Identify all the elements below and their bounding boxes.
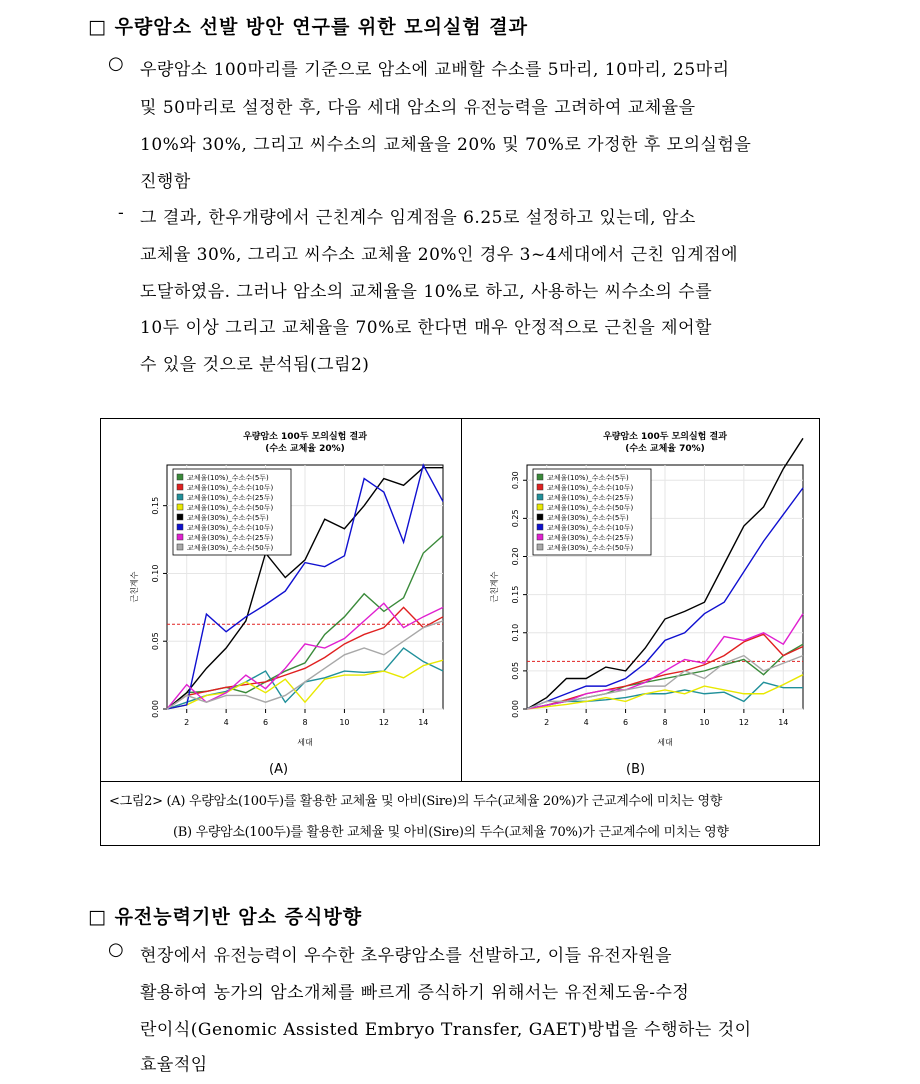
legend-swatch (537, 514, 543, 520)
paragraph-line: 및 50마리로 설정한 후, 다음 세대 암소의 유전능력을 고려하여 교체율을 (140, 98, 696, 118)
legend-entry: 교체율(10%)_수소수(5두) (187, 474, 269, 482)
x-tick-label: 12 (738, 718, 749, 727)
legend-entry: 교체율(10%)_수소수(10두) (547, 484, 634, 492)
chart-a (105, 423, 457, 773)
figure-divider (461, 419, 462, 781)
y-axis-label: 근친계수 (490, 571, 499, 603)
legend-swatch (177, 534, 183, 540)
x-tick-label: 2 (184, 718, 190, 727)
y-tick-label: 0.10 (511, 623, 520, 642)
figure-2 (100, 418, 820, 846)
x-tick-label: 14 (418, 718, 429, 727)
chart-subtitle: (수소 교체율 70%) (625, 444, 705, 454)
y-tick-label: 0.30 (511, 471, 520, 490)
legend-entry: 교체율(30%)_수소수(50두) (547, 544, 634, 552)
paragraph-line: 10두 이상 그리고 교체율을 70%로 한다면 매우 안정적으로 근친을 제어할 (140, 318, 712, 338)
legend-swatch (177, 484, 183, 490)
legend-swatch (177, 494, 183, 500)
x-tick-label: 6 (263, 718, 269, 727)
figure-divider (101, 781, 819, 782)
legend-swatch (537, 534, 543, 540)
legend-swatch (537, 504, 543, 510)
legend-entry: 교체율(30%)_수소수(50두) (187, 544, 274, 552)
x-tick-label: 10 (339, 718, 350, 727)
legend-entry: 교체율(30%)_수소수(5두) (187, 514, 269, 522)
x-tick-label: 6 (623, 718, 629, 727)
y-tick-label: 0.05 (151, 632, 160, 651)
bullet-marker: ○ (108, 53, 124, 74)
x-tick-label: 4 (223, 718, 229, 727)
figure-caption-line1: <그림2> (A) 우량암소(100두)를 활용한 교체율 및 아비(Sire)의 두수(교체율 20%)가 근교계수에 미치는 영향 (109, 794, 723, 809)
x-tick-label: 2 (544, 718, 550, 727)
x-tick-label: 14 (778, 718, 789, 727)
y-tick-label: 0.05 (511, 661, 520, 680)
legend-swatch (537, 474, 543, 480)
y-tick-label: 0.20 (511, 547, 520, 566)
legend-swatch (177, 544, 183, 550)
y-tick-label: 0.25 (511, 509, 520, 528)
paragraph-line: 란이식(Genomic Assisted Embryo Transfer, GAET)방법을 수행하는 것이 (140, 1020, 752, 1040)
paragraph-line: 그 결과, 한우개량에서 근친계수 임계점을 6.25로 설정하고 있는데, 암소 (140, 208, 696, 228)
panel-a-label: (A) (269, 762, 289, 777)
legend-swatch (537, 484, 543, 490)
chart-b (465, 423, 817, 773)
legend-swatch (177, 514, 183, 520)
chart-subtitle: (수소 교체율 20%) (265, 444, 345, 454)
x-axis-label: 세대 (657, 738, 673, 747)
y-axis-label: 근친계수 (130, 571, 139, 603)
legend-entry: 교체율(30%)_수소수(5두) (547, 514, 629, 522)
paragraph-line: 활용하여 농가의 암소개체를 빠르게 증식하기 위해서는 유전체도움-수정 (140, 983, 690, 1003)
chart-panel-b (465, 423, 817, 773)
legend-swatch (177, 504, 183, 510)
section1-heading: □ 우량암소 선발 방안 연구를 위한 모의실험 결과 (88, 16, 528, 38)
paragraph-line: 현장에서 유전능력이 우수한 초우량암소를 선발하고, 이들 유전자원을 (140, 946, 673, 966)
x-axis-label: 세대 (297, 738, 313, 747)
paragraph-line: 교체율 30%, 그리고 씨수소 교체율 20%인 경우 3~4세대에서 근친 임계점에 (140, 245, 739, 265)
legend-entry: 교체율(30%)_수소수(25두) (187, 534, 274, 542)
dash-marker: - (118, 203, 125, 223)
legend-entry: 교체율(10%)_수소수(50두) (187, 504, 274, 512)
chart-panel-a (105, 423, 457, 773)
legend-swatch (177, 474, 183, 480)
y-tick-label: 0.10 (151, 564, 160, 583)
legend-entry: 교체율(30%)_수소수(10두) (547, 524, 634, 532)
x-tick-label: 8 (302, 718, 308, 727)
chart-title: 우량암소 100두 모의실험 결과 (243, 432, 367, 442)
y-tick-label: 0.15 (511, 585, 520, 604)
legend-swatch (537, 524, 543, 530)
legend-entry: 교체율(10%)_수소수(25두) (547, 494, 634, 502)
paragraph-line: 우량암소 100마리를 기준으로 암소에 교배할 수소를 5마리, 10마리, 25마리 (140, 60, 730, 80)
panel-b-label: (B) (626, 762, 646, 777)
x-tick-label: 12 (378, 718, 389, 727)
chart-title: 우량암소 100두 모의실험 결과 (603, 432, 727, 442)
y-tick-label: 0.15 (151, 496, 160, 515)
legend-entry: 교체율(30%)_수소수(25두) (547, 534, 634, 542)
legend-entry: 교체율(10%)_수소수(10두) (187, 484, 274, 492)
paragraph-line: 수 있을 것으로 분석됨(그림2) (140, 355, 370, 375)
paragraph-line: 도달하였음. 그러나 암소의 교체율을 10%로 하고, 사용하는 씨수소의 수를 (140, 282, 713, 302)
y-tick-label: 0.00 (151, 700, 160, 718)
x-tick-label: 4 (583, 718, 589, 727)
legend-swatch (177, 524, 183, 530)
legend-swatch (537, 494, 543, 500)
y-tick-label: 0.00 (511, 700, 520, 718)
legend-swatch (537, 544, 543, 550)
paragraph-line: 진행함 (140, 172, 191, 192)
legend-entry: 교체율(30%)_수소수(10두) (187, 524, 274, 532)
x-tick-label: 8 (662, 718, 668, 727)
x-tick-label: 10 (699, 718, 710, 727)
paragraph-line: 10%와 30%, 그리고 씨수소의 교체율을 20% 및 70%로 가정한 후 모의실험을 (140, 135, 752, 155)
legend-entry: 교체율(10%)_수소수(25두) (187, 494, 274, 502)
bullet-marker: ○ (108, 939, 124, 960)
section2-heading: □ 유전능력기반 암소 증식방향 (88, 906, 363, 928)
figure-caption-line2: (B) 우량암소(100두)를 활용한 교체율 및 아비(Sire)의 두수(교체율 70%)가 근교계수에 미치는 영향 (173, 825, 729, 840)
paragraph-line: 효율적임 (140, 1055, 208, 1075)
legend-entry: 교체율(10%)_수소수(50두) (547, 504, 634, 512)
legend-entry: 교체율(10%)_수소수(5두) (547, 474, 629, 482)
